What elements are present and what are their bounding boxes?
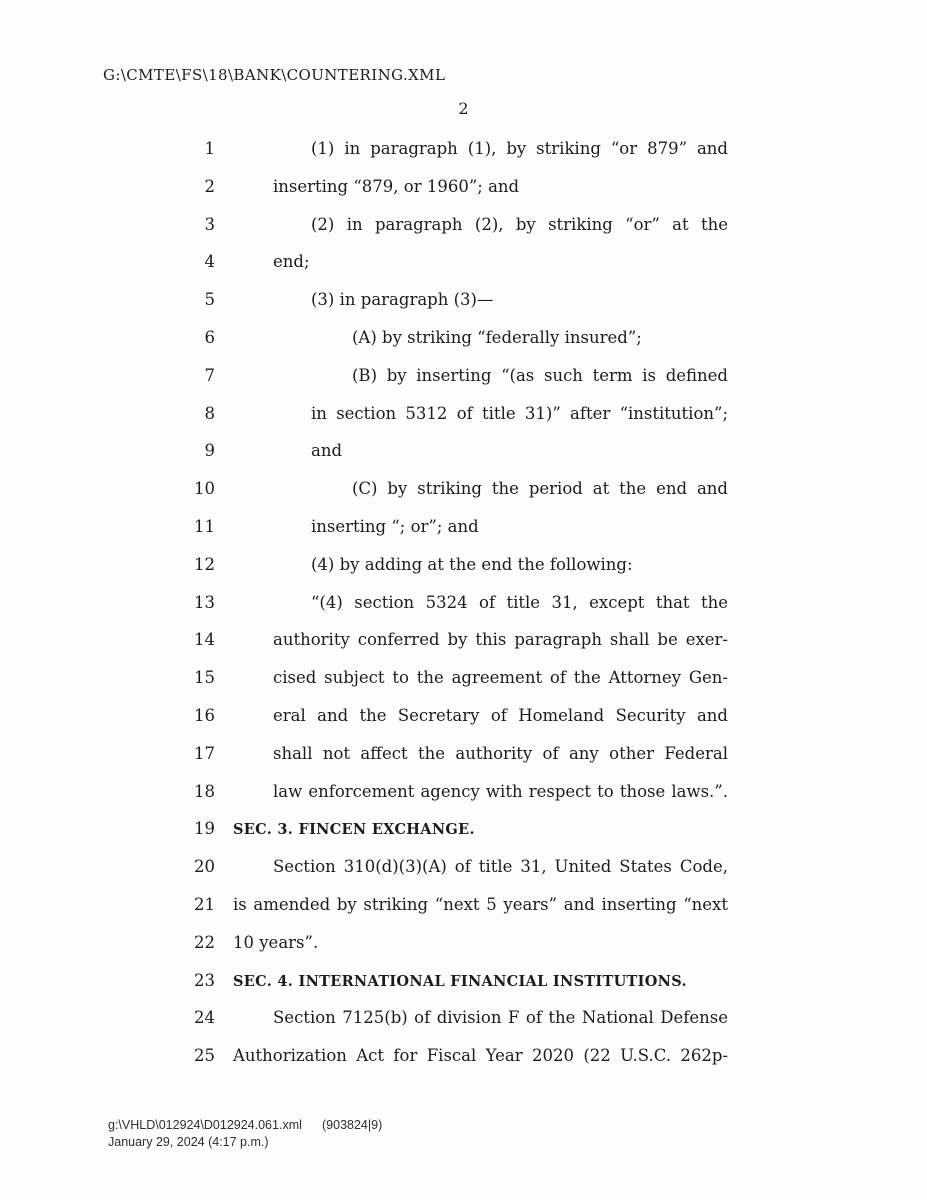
document-line	[0, 290, 927, 328]
line-number: 16	[194, 705, 215, 725]
line-number: 21	[194, 894, 215, 914]
line-number: 4	[204, 252, 215, 272]
footer-file-path: g:\VHLD\012924\D012924.061.xml	[108, 1118, 302, 1132]
document-line	[0, 857, 927, 895]
line-text: authority conferred by this paragraph shall be exer-	[273, 630, 728, 650]
document-line	[0, 252, 927, 290]
footer-print-code: (903824|9)	[322, 1118, 383, 1132]
line-number: 17	[194, 743, 215, 763]
line-text: (1) in paragraph (1), by striking “or 879” and	[311, 139, 728, 158]
line-number: 23	[194, 970, 215, 990]
line-number: 20	[194, 857, 215, 877]
document-body	[0, 139, 927, 1084]
document-line	[0, 933, 927, 971]
line-text: 10 years”.	[233, 932, 319, 952]
document-line	[0, 139, 927, 177]
line-number: 24	[194, 1008, 215, 1028]
line-text: Section 310(d)(3)(A) of title 31, United States Code,	[273, 857, 728, 877]
line-text: (B) by inserting “(as such term is defined	[352, 365, 728, 385]
line-number: 19	[194, 819, 215, 839]
line-text: cised subject to the agreement of the Attorney Gen-	[273, 668, 728, 688]
header-file-path: G:\CMTE\FS\18\BANK\COUNTERING.XML	[103, 66, 446, 84]
line-number: 11	[194, 516, 215, 536]
line-number: 3	[204, 214, 215, 234]
line-text: shall not affect the authority of any other Federal	[273, 743, 728, 763]
line-number: 6	[204, 327, 215, 347]
document-line	[0, 366, 927, 404]
line-text: (2) in paragraph (2), by striking “or” at the	[311, 214, 728, 234]
line-text: “(4) section 5324 of title 31, except that the	[311, 592, 728, 612]
document-line	[0, 479, 927, 517]
line-text: Section 7125(b) of division F of the National Defense	[273, 1008, 728, 1028]
line-number: 12	[194, 554, 215, 574]
line-number: 15	[194, 668, 215, 688]
section-heading: SEC. 3. FINCEN EXCHANGE.	[233, 821, 475, 839]
document-line	[0, 744, 927, 782]
document-line	[0, 404, 927, 442]
line-number: 8	[204, 403, 215, 423]
line-number: 2	[204, 176, 215, 196]
document-line	[0, 215, 927, 253]
document-line	[0, 328, 927, 366]
line-text: Authorization Act for Fiscal Year 2020 (22 U.S.C. 262p-	[233, 1046, 728, 1066]
line-number: 18	[194, 781, 215, 801]
document-line	[0, 668, 927, 706]
line-number: 10	[194, 479, 215, 499]
footer-line-1	[108, 1117, 383, 1134]
document-line	[0, 177, 927, 215]
page-number: 2	[458, 99, 469, 118]
line-number: 9	[204, 441, 215, 461]
document-line	[0, 1046, 927, 1084]
document-line	[0, 630, 927, 668]
line-number: 14	[194, 630, 215, 650]
document-line	[0, 706, 927, 744]
document-line	[0, 517, 927, 555]
document-line	[0, 555, 927, 593]
line-text: (4) by adding at the end the following:	[311, 554, 633, 574]
line-number: 25	[194, 1046, 215, 1066]
document-line	[0, 441, 927, 479]
line-text: (A) by striking “federally insured”;	[352, 327, 642, 347]
page-footer	[108, 1117, 383, 1151]
document-line	[0, 593, 927, 631]
line-number: 7	[204, 365, 215, 385]
line-text: (C) by striking the period at the end and	[352, 479, 728, 499]
document-line	[0, 819, 927, 857]
line-number: 13	[194, 592, 215, 612]
footer-date: January 29, 2024 (4:17 p.m.)	[108, 1135, 269, 1149]
line-text: (3) in paragraph (3)—	[311, 290, 494, 310]
document-line	[0, 782, 927, 820]
line-text: eral and the Secretary of Homeland Security and	[273, 705, 728, 725]
line-text: law enforcement agency with respect to those laws.”.	[273, 781, 728, 801]
section-heading: SEC. 4. INTERNATIONAL FINANCIAL INSTITUTIONS.	[233, 972, 687, 990]
line-text: end;	[273, 252, 310, 272]
line-text: inserting “879, or 1960”; and	[273, 176, 520, 196]
line-text: in section 5312 of title 31)” after “institution”;	[311, 403, 728, 423]
line-text: inserting “; or”; and	[311, 516, 479, 536]
document-line	[0, 895, 927, 933]
line-text: is amended by striking “next 5 years” and inserting “next	[233, 894, 728, 914]
document-line	[0, 971, 927, 1009]
line-number: 22	[194, 932, 215, 952]
document-line	[0, 1008, 927, 1046]
line-number: 1	[204, 139, 215, 158]
line-text: and	[311, 441, 343, 461]
line-number: 5	[204, 290, 215, 310]
